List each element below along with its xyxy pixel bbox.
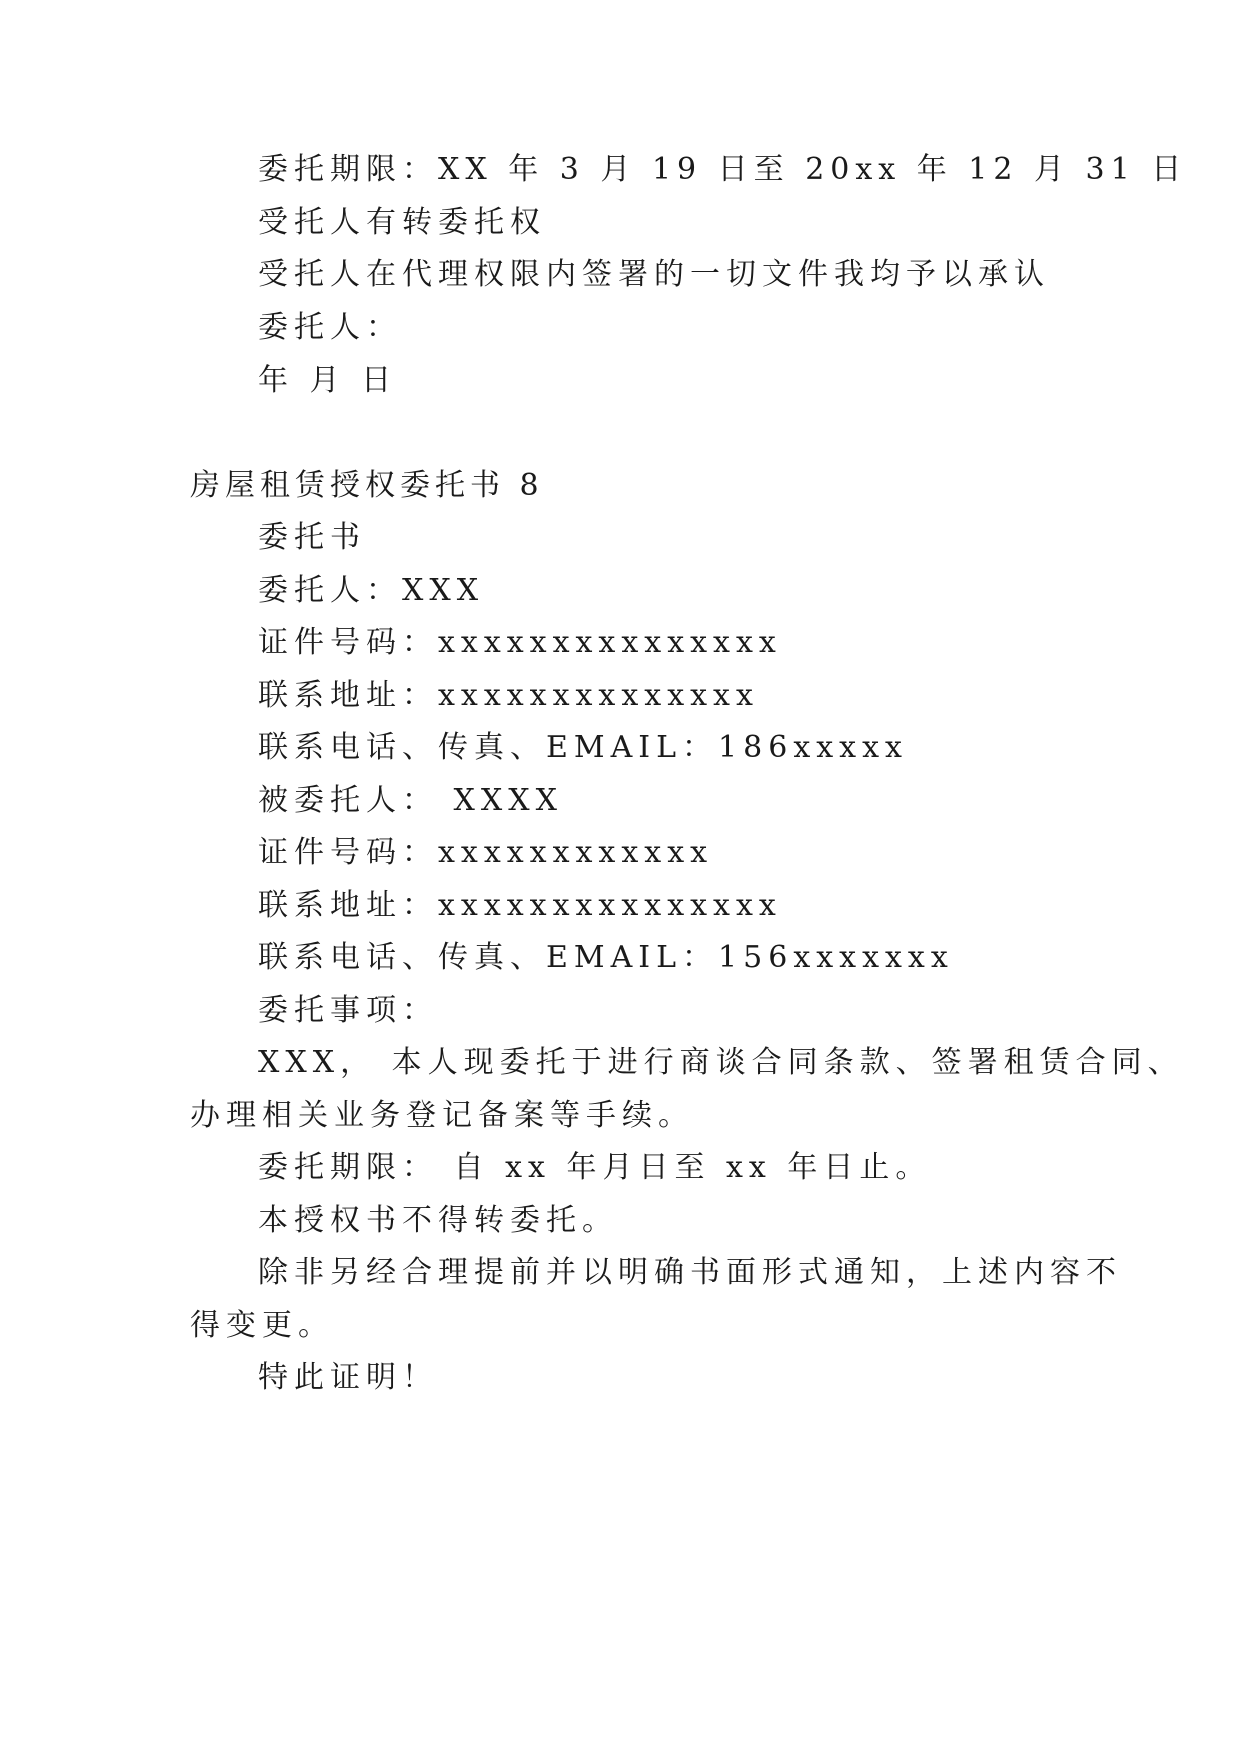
matters-label: 委托事项： — [258, 993, 438, 1028]
document-title: 委托书 — [258, 520, 366, 555]
notice-clause-line-2: 得变更。 — [190, 1308, 334, 1343]
agent-name: 被委托人： XXXX — [258, 783, 563, 818]
section-heading: 房屋租赁授权委托书 8 — [190, 468, 544, 503]
agent-id-number: 证件号码：xxxxxxxxxxxx — [258, 835, 714, 870]
sub-entrust-right-line: 受托人有转委托权 — [258, 205, 546, 240]
principal-contact: 联系电话、传真、EMAIL：186xxxxx — [258, 730, 908, 765]
agent-contact: 联系电话、传真、EMAIL：156xxxxxxx — [258, 940, 954, 975]
principal-address: 联系地址：xxxxxxxxxxxxxx — [258, 678, 759, 713]
no-sub-entrust-clause: 本授权书不得转委托。 — [258, 1203, 618, 1238]
closing-statement: 特此证明！ — [258, 1360, 438, 1395]
principal-signature-line: 委托人： — [258, 310, 402, 345]
notice-clause-line-1: 除非另经合理提前并以明确书面形式通知，上述内容不 — [258, 1255, 1122, 1290]
agent-address: 联系地址：xxxxxxxxxxxxxxx — [258, 888, 782, 923]
principal-id-number: 证件号码：xxxxxxxxxxxxxxx — [258, 625, 782, 660]
date-line: 年 月 日 — [258, 363, 398, 398]
matters-text-line-1: XXX， 本人现委托于进行商谈合同条款、签署租赁合同、 — [258, 1045, 1184, 1080]
entrust-period-line: 委托期限：XX 年 3 月 19 日至 20xx 年 12 月 31 日 — [258, 152, 1188, 187]
principal-name: 委托人：XXX — [258, 573, 485, 608]
matters-text-line-2: 办理相关业务登记备案等手续。 — [190, 1098, 694, 1133]
entrust-period: 委托期限： 自 xx 年月日至 xx 年日止。 — [258, 1150, 932, 1185]
acknowledgement-line: 受托人在代理权限内签署的一切文件我均予以承认 — [258, 257, 1050, 292]
